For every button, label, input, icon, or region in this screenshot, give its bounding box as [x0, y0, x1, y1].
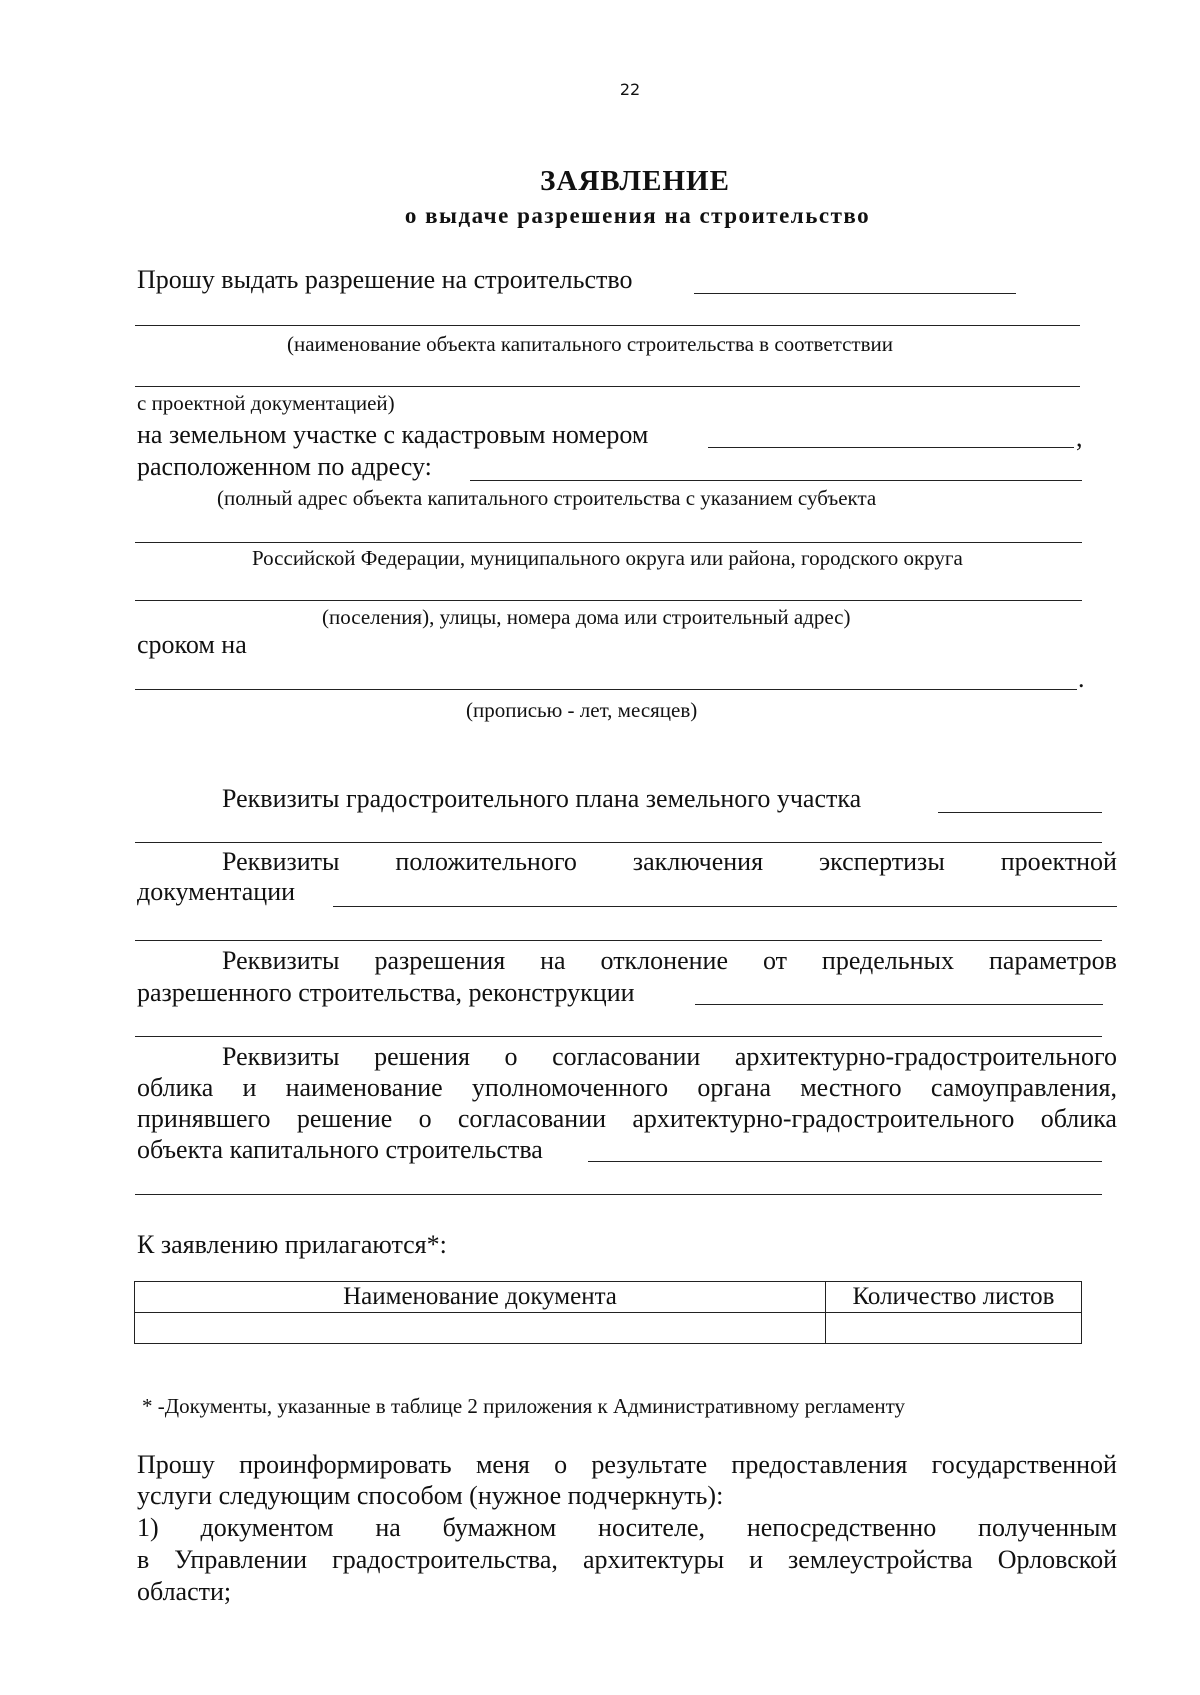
deviation-word: на — [540, 946, 566, 975]
agk-word: органа — [697, 1073, 771, 1102]
option1-word: в — [137, 1545, 150, 1574]
deviation-word: от — [762, 946, 787, 975]
attachments-heading: К заявлению прилагаются*: — [137, 1230, 447, 1259]
option1-line-1 — [137, 1513, 1117, 1543]
agk-word: принявшего — [137, 1104, 271, 1133]
table-header-count: Количество листов — [826, 1282, 1082, 1313]
expertise-word: заключения — [632, 847, 764, 876]
inform-word: государственной — [931, 1450, 1117, 1479]
expertise-field-cont[interactable] — [135, 940, 1102, 941]
inform-word: о — [554, 1450, 568, 1479]
agk-word: наименование — [285, 1073, 443, 1102]
option1-word: документом — [200, 1513, 334, 1542]
table-header-row — [135, 1282, 1082, 1313]
gpzu-line: Реквизиты градостроительного плана земельного участка — [222, 784, 862, 813]
agk-word: облика — [137, 1073, 214, 1102]
agk-word: согласовании — [552, 1042, 701, 1071]
deviation-field[interactable] — [695, 1004, 1103, 1005]
page-number: 22 — [619, 80, 641, 99]
option1-word: и — [749, 1545, 764, 1574]
expertise-word: проектной — [1000, 847, 1117, 876]
caption-address-1: (полный адрес объекта капитального строительства с указанием субъекта — [217, 486, 877, 510]
option1-word: Управлении — [174, 1545, 308, 1574]
term-field[interactable] — [135, 689, 1077, 690]
inform-word: предоставления — [731, 1450, 908, 1479]
caption-address-3: (поселения), улицы, номера дома или строительный адрес) — [322, 605, 851, 629]
expertise-field[interactable] — [333, 906, 1117, 907]
agk-word: архитектурно-градостроительного — [632, 1104, 1015, 1133]
deviation-word: отклонение — [600, 946, 728, 975]
inform-line-2: услуги следующим способом (нужное подчеркнуть): — [137, 1481, 724, 1510]
agk-word: Реквизиты — [222, 1042, 340, 1071]
deviation-word: разрешения — [374, 946, 506, 975]
object-name-field[interactable] — [694, 293, 1016, 294]
agk-word: уполномоченного — [471, 1073, 669, 1102]
attachments-table — [134, 1281, 1082, 1344]
agk-line-1 — [222, 1042, 1117, 1072]
caption-object-1: (наименование объекта капитального строительства в соответствии — [287, 332, 893, 356]
agk-word: архитектурно-градостроительного — [734, 1042, 1117, 1071]
land-plot-line: на земельном участке с кадастровым номером — [137, 420, 649, 449]
address-field[interactable] — [470, 480, 1082, 481]
address-field-cont[interactable] — [135, 542, 1082, 543]
option1-word: полученным — [978, 1513, 1117, 1542]
deviation-field-cont[interactable] — [135, 1036, 1102, 1037]
document-subtitle: о выдаче разрешения на строительство — [404, 203, 871, 228]
agk-word: о — [418, 1104, 432, 1133]
agk-word: облика — [1040, 1104, 1117, 1133]
option1-word: землеустройства — [788, 1545, 973, 1574]
table-header-name: Наименование документа — [135, 1282, 826, 1313]
expertise-line-2: документации — [137, 877, 296, 906]
agk-word: и — [242, 1073, 257, 1102]
deviation-line-1 — [222, 946, 1117, 976]
option1-line-3: области; — [137, 1577, 232, 1606]
agk-field[interactable] — [588, 1161, 1102, 1162]
deviation-word: параметров — [988, 946, 1117, 975]
expertise-word: положительного — [395, 847, 577, 876]
inform-word: меня — [475, 1450, 530, 1479]
gpzu-field-cont[interactable] — [135, 842, 1102, 843]
inform-word: результате — [591, 1450, 708, 1479]
cadastral-number-field[interactable] — [708, 447, 1074, 448]
deviation-word: предельных — [821, 946, 955, 975]
request-line: Прошу выдать разрешение на строительство — [137, 265, 633, 294]
option1-word: непосредственно — [746, 1513, 937, 1542]
object-name-field-cont[interactable] — [135, 325, 1080, 326]
inform-word: Прошу — [137, 1450, 215, 1479]
agk-line-2 — [137, 1073, 1117, 1103]
deviation-line-2: разрешенного строительства, реконструкции — [137, 978, 635, 1007]
option1-word: бумажном — [442, 1513, 557, 1542]
inform-word: проинформировать — [239, 1450, 452, 1479]
option1-word: на — [375, 1513, 401, 1542]
inform-line-1 — [137, 1450, 1117, 1480]
object-name-field-cont2[interactable] — [135, 386, 1080, 387]
agk-line-3 — [137, 1104, 1117, 1134]
agk-word: согласовании — [457, 1104, 607, 1133]
gpzu-field[interactable] — [938, 812, 1102, 813]
term-line: сроком на — [137, 630, 247, 659]
option1-word: 1) — [137, 1513, 159, 1542]
expertise-word: экспертизы — [818, 847, 945, 876]
option1-word: градостроительства, — [332, 1545, 558, 1574]
footnote: * -Документы, указанные в таблице 2 приложения к Административному регламенту — [142, 1394, 906, 1418]
address-field-cont2[interactable] — [135, 600, 1082, 601]
expertise-word: Реквизиты — [222, 847, 340, 876]
caption-object-2: с проектной документацией) — [137, 391, 395, 415]
agk-word: решения — [374, 1042, 470, 1071]
agk-word: самоуправления, — [930, 1073, 1117, 1102]
agk-word: местного — [800, 1073, 902, 1102]
deviation-word: Реквизиты — [222, 946, 340, 975]
table-cell-name[interactable] — [135, 1313, 826, 1344]
option1-word: архитектуры — [582, 1545, 725, 1574]
option1-line-2 — [137, 1545, 1117, 1575]
address-line: расположенном по адресу: — [137, 452, 432, 481]
document-title: ЗАЯВЛЕНИЕ — [540, 165, 730, 197]
agk-word: решение — [296, 1104, 393, 1133]
term-period: . — [1078, 664, 1085, 693]
table-row — [135, 1313, 1082, 1344]
table-cell-count[interactable] — [826, 1313, 1082, 1344]
agk-word: о — [504, 1042, 518, 1071]
option1-word: носителе, — [598, 1513, 705, 1542]
agk-field-cont[interactable] — [135, 1194, 1102, 1195]
caption-address-2: Российской Федерации, муниципального округа или района, городского округа — [252, 546, 963, 570]
expertise-line-1 — [222, 847, 1117, 877]
caption-term: (прописью - лет, месяцев) — [466, 698, 698, 722]
agk-line-4: объекта капитального строительства — [137, 1135, 543, 1164]
option1-word: Орловской — [997, 1545, 1117, 1574]
comma: , — [1076, 423, 1083, 452]
